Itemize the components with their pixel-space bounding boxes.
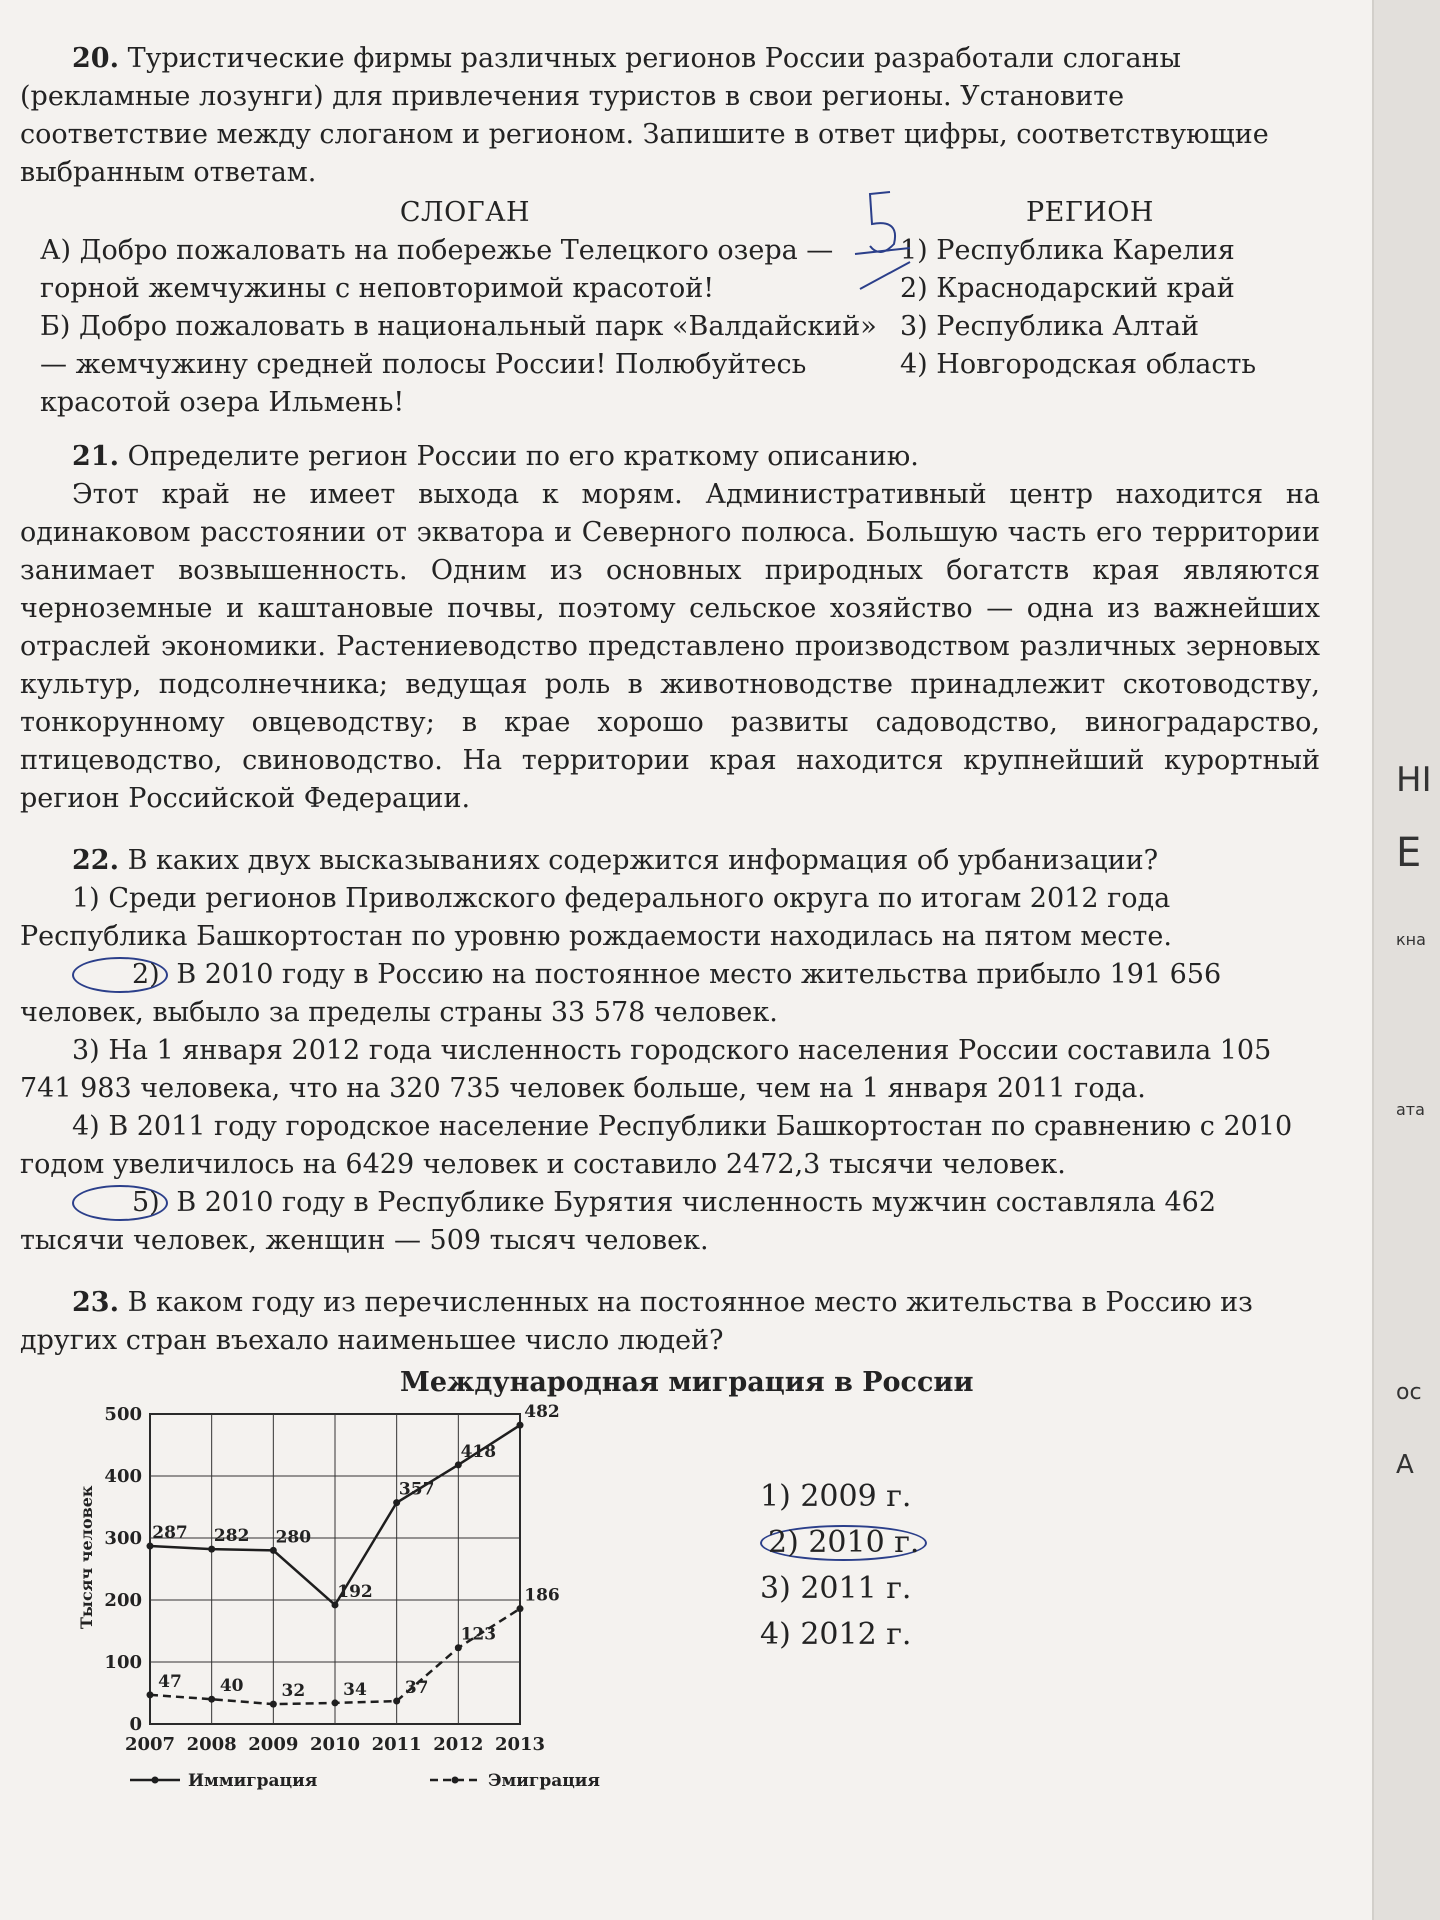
question-22 <box>20 842 1320 1260</box>
question-20 <box>20 40 1320 418</box>
circled-statement-number: 5) <box>72 1185 168 1221</box>
data-point <box>393 1499 400 1506</box>
x-tick-label: 2010 <box>309 1734 361 1755</box>
slogan-column <box>40 194 890 422</box>
data-point <box>455 1461 462 1468</box>
question-prompt: В каких двух высказываниях содержится информация об урбанизации? <box>127 845 1159 876</box>
slogan-header: СЛОГАН <box>399 197 531 228</box>
data-point <box>517 1422 524 1429</box>
circled-answer: 2) 2010 г. <box>760 1525 927 1561</box>
region-option: 3) Республика Алтай <box>900 311 1200 342</box>
migration-line-chart <box>60 1394 620 1834</box>
data-point <box>332 1601 339 1608</box>
statement-number: 4) <box>72 1111 100 1142</box>
statement-text: В 2010 году в Республике Бурятия численность мужчин составляла 462 тысячи человек, женщин — 509 тысяч человек. <box>20 1187 1217 1256</box>
region-option: 2) Краснодарский край <box>900 273 1235 304</box>
statement-1 <box>20 880 1320 956</box>
data-label: 482 <box>524 1402 560 1423</box>
data-label: 280 <box>275 1527 312 1548</box>
legend-label: Эмиграция <box>488 1771 600 1791</box>
region-header: РЕГИОН <box>1026 197 1154 228</box>
statement-text: В 2011 году городское население Республики Башкортостан по сравнению с 2010 годом увеличилось на 6429 человек и составило 2472,3 тысячи человек. <box>20 1111 1293 1180</box>
data-label: 186 <box>524 1585 560 1606</box>
migration-chart-block <box>20 1364 1320 1834</box>
data-label: 287 <box>152 1523 188 1544</box>
question-prompt: В каком году из перечисленных на постоянное место жительства в Россию из других стран въехало наименьшее число людей? <box>20 1287 1253 1356</box>
statement-4 <box>20 1108 1320 1184</box>
question-number: 21. <box>72 441 119 472</box>
region-option: 4) Новгородская область <box>900 349 1257 380</box>
statement-number: 3) <box>72 1035 100 1066</box>
y-tick-label: 0 <box>129 1714 142 1735</box>
answer-options <box>760 1474 927 1658</box>
y-tick-label: 200 <box>104 1590 142 1611</box>
data-label: 40 <box>219 1676 244 1697</box>
region-column <box>900 194 1280 384</box>
region-description: Этот край не имеет выхода к морям. Административный центр находится на одинаковом расстоянии от экватора и Северного полюса. Большую часть его территории занимает возвышенность. Одним из основных природных богатств края являются черноземные и каштановые почвы, поэтому сельское хозяйство — одна из важнейших отраслей экономики. Растениеводство представлено производством различных зерновых культур, подсолнечника; ведущая роль в животноводстве принадлежит скотоводству, тонкорунному овцеводству; в крае хорошо развиты садоводство, виноградарство, птицеводство, свиноводство. На территории края находится крупнейший курортный регион Российской Федерации. <box>20 479 1320 814</box>
data-point <box>270 1701 277 1708</box>
region-option: 1) Республика Карелия <box>900 235 1235 266</box>
x-tick-label: 2013 <box>494 1734 546 1755</box>
y-tick-label: 500 <box>104 1404 142 1425</box>
slogan-b: Б) Добро пожаловать в национальный парк «Валдайский» — жемчужину средней полосы России! Полюбуйтесь красотой озера Ильмень! <box>40 311 877 418</box>
data-point <box>147 1691 154 1698</box>
statement-5 <box>20 1184 1320 1260</box>
data-point <box>208 1696 215 1703</box>
question-number: 23. <box>72 1287 119 1318</box>
y-axis-label: Тысяч человек <box>77 1485 96 1629</box>
edge-fragment: Е <box>1396 830 1422 876</box>
legend-marker <box>452 1777 459 1784</box>
answer-option-circled <box>760 1520 927 1566</box>
x-tick-label: 2008 <box>186 1734 237 1755</box>
edge-fragment: ос <box>1396 1380 1422 1405</box>
pen-mark <box>850 184 920 304</box>
data-label: 192 <box>337 1581 373 1602</box>
data-label: 34 <box>343 1679 367 1700</box>
legend-marker <box>152 1777 159 1784</box>
statement-2 <box>20 956 1320 1032</box>
edge-fragment: кна <box>1396 930 1426 949</box>
answer-option: 1) 2009 г. <box>760 1479 912 1514</box>
y-tick-label: 400 <box>104 1466 142 1487</box>
statement-text: На 1 января 2012 года численность городского населения России составила 105 741 983 человека, что на 320 735 человек больше, чем на 1 января 2011 года. <box>20 1035 1272 1104</box>
data-point <box>332 1699 339 1706</box>
data-label: 418 <box>460 1441 497 1462</box>
matching-table <box>20 194 1320 418</box>
data-point <box>517 1605 524 1612</box>
slogan-a: А) Добро пожаловать на побережье Телецкого озера — горной жемчужины с неповторимой красотой! <box>40 235 834 304</box>
answer-option: 4) 2012 г. <box>760 1617 912 1652</box>
data-point <box>270 1547 277 1554</box>
statement-3 <box>20 1032 1320 1108</box>
x-tick-label: 2012 <box>433 1734 484 1755</box>
data-label: 37 <box>404 1678 429 1699</box>
edge-fragment: А <box>1396 1450 1414 1480</box>
question-prompt: Определите регион России по его краткому описанию. <box>127 441 919 472</box>
adjacent-page-edge <box>1372 0 1440 1920</box>
page-content <box>20 40 1320 1834</box>
data-point <box>147 1543 154 1550</box>
data-label: 47 <box>158 1671 182 1692</box>
x-tick-label: 2011 <box>371 1734 422 1755</box>
y-tick-label: 100 <box>104 1652 142 1673</box>
chart-title: Международная миграция в России <box>400 1367 974 1398</box>
y-tick-label: 300 <box>104 1528 142 1549</box>
data-label: 32 <box>281 1681 306 1702</box>
legend-label: Иммиграция <box>188 1771 318 1791</box>
data-label: 357 <box>398 1479 435 1500</box>
data-label: 123 <box>460 1624 497 1645</box>
x-tick-label: 2009 <box>248 1734 299 1755</box>
edge-fragment: ата <box>1396 1100 1425 1119</box>
data-point <box>208 1546 215 1553</box>
data-point <box>393 1698 400 1705</box>
question-21 <box>20 438 1320 818</box>
data-label: 282 <box>213 1526 250 1547</box>
data-point <box>455 1644 462 1651</box>
x-tick-label: 2007 <box>124 1734 176 1755</box>
circled-statement-number: 2) <box>72 957 168 993</box>
question-number: 20. <box>72 43 119 74</box>
question-23 <box>20 1284 1320 1360</box>
question-text: Туристические фирмы различных регионов России разработали слоганы (рекламные лозунги) для привлечения туристов в свои регионы. Установите соответствие между слоганом и регионом. Запишите в ответ цифры, соответствующие выбранным ответам. <box>20 43 1269 188</box>
question-number: 22. <box>72 845 119 876</box>
statement-text: В 2010 году в Россию на постоянное место жительства прибыло 191 656 человек, выбыло за пределы страны 33 578 человек. <box>20 959 1222 1028</box>
statement-text: Среди регионов Приволжского федерального округа по итогам 2012 года Республика Башкортостан по уровню рождаемости находилась на пятом месте. <box>20 883 1172 952</box>
edge-fragment: НІ <box>1396 760 1432 800</box>
answer-option: 3) 2011 г. <box>760 1571 912 1606</box>
statement-number: 1) <box>72 883 100 914</box>
